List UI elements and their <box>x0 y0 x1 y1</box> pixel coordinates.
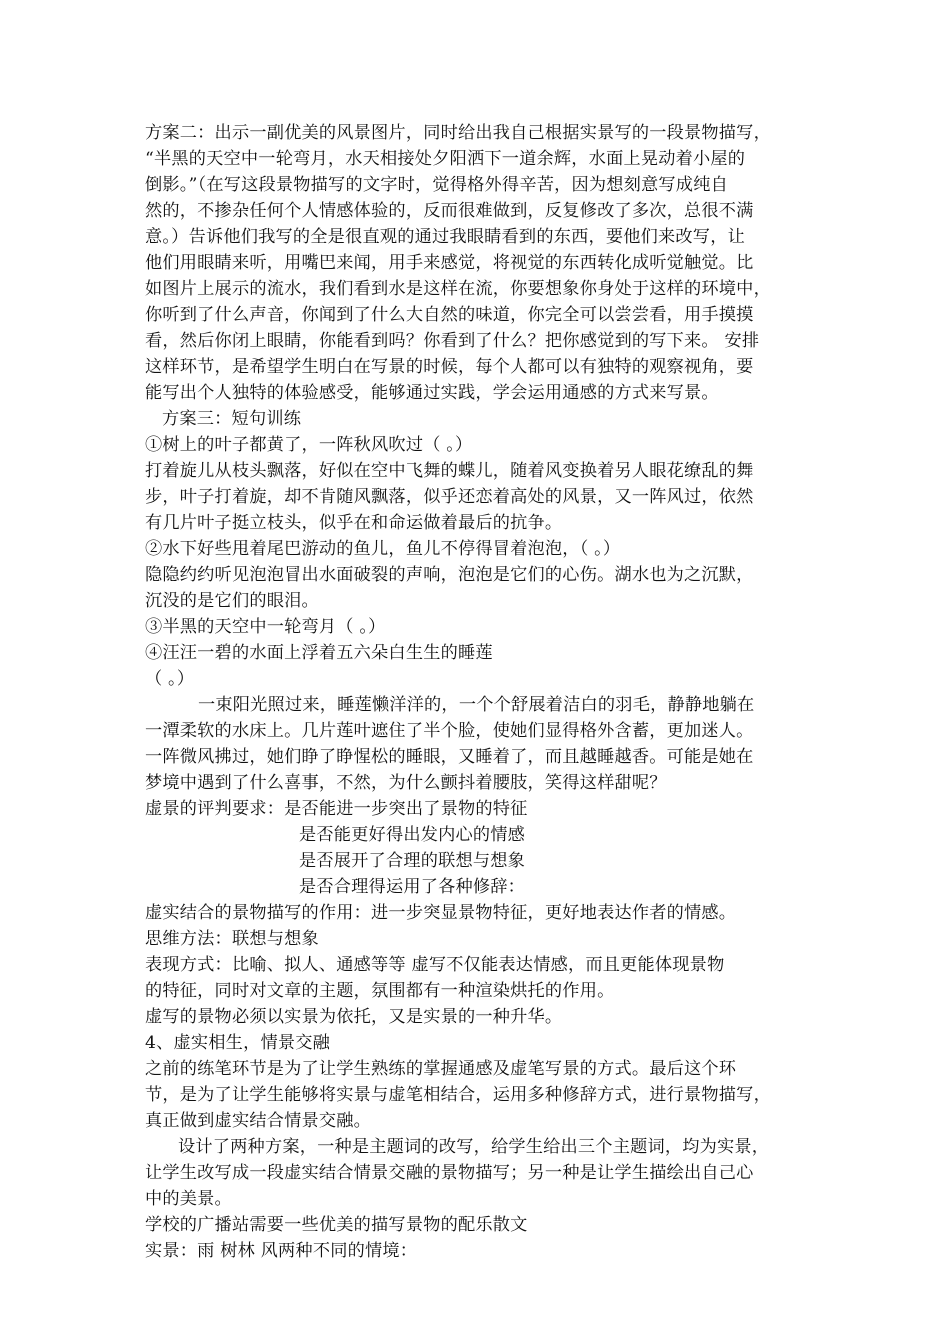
text-line: 真正做到虚实结合情景交融。 <box>145 1111 372 1131</box>
text-line: 步，叶子打着旋，却不肯随风飘落，似乎还恋着高处的风景，又一阵风过，依然 <box>145 487 754 507</box>
text-line: 一潭柔软的水床上。几片莲叶遮住了半个脸，使她们显得格外含蓄，更加迷人。 <box>145 721 754 741</box>
text-line: 表现方式：比喻、拟人、通感等等 虚写不仅能表达情感，而且更能体现景物 <box>145 955 725 975</box>
text-line: 梦境中遇到了什么喜事，不然，为什么颤抖着腰肢，笑得这样甜呢？ <box>145 773 667 793</box>
text-line: 之前的练笔环节是为了让学生熟练的掌握通感及虚笔写景的方式。最后这个环 <box>145 1059 737 1079</box>
text-line: 学校的广播站需要一些优美的描写景物的配乐散文 <box>145 1215 528 1235</box>
criteria-item: 是否展开了合理的联想与想象 <box>299 851 526 871</box>
text-line: 有几片叶子挺立枝头，似乎在和命运做着最后的抗争。 <box>145 513 563 533</box>
text-line: 虚写的景物必须以实景为依托，又是实景的一种升华。 <box>145 1007 563 1027</box>
criteria-item: 是否能更好得出发内心的情感 <box>299 825 526 845</box>
section-heading: 4、虚实相生，情景交融 <box>145 1033 331 1053</box>
text-line: 虚实结合的景物描写的作用：进一步突显景物特征，更好地表达作者的情感。 <box>145 903 737 923</box>
text-line: 中的美景。 <box>145 1189 232 1209</box>
text-line: 能写出个人独特的体验感受，能够通过实践，学会运用通感的方式来写景。 <box>145 383 719 403</box>
blank-line: （ 。） <box>145 669 195 689</box>
text-line: 隐隐约约听见泡泡冒出水面破裂的声响，泡泡是它们的心伤。湖水也为之沉默， <box>145 565 754 585</box>
text-line: 让学生改写成一段虚实结合情景交融的景物描写；另一种是让学生描绘出自己心 <box>145 1163 754 1183</box>
text-line: 然的，不掺杂任何个人情感体验的，反而很难做到，反复修改了多次，总很不满 <box>145 201 754 221</box>
criteria-item: 是否合理得运用了各种修辞： <box>299 877 526 897</box>
text-line: 一束阳光照过来，睡莲懒洋洋的，一个个舒展着洁白的羽毛，静静地躺在 <box>198 695 755 715</box>
text-line: 他们用眼睛来听，用嘴巴来闻，用手来感觉，将视觉的东西转化成听觉触觉。比 <box>145 253 754 273</box>
text-line: “半黑的天空中一轮弯月，水天相接处夕阳洒下一道余辉，水面上晃动着小屋的 <box>145 149 746 169</box>
text-line: 设计了两种方案，一种是主题词的改写，给学生给出三个主题词，均为实景， <box>178 1137 770 1157</box>
text-line: 一阵微风拂过，她们睁了睁惺松的睡眼，又睡着了，而且越睡越香。可能是她在 <box>145 747 754 767</box>
text-line: 的特征，同时对文章的主题，氛围都有一种渲染烘托的作用。 <box>145 981 615 1001</box>
text-line: 倒影。”（在写这段景物描写的文字时，觉得格外得辛苦，因为想刻意写成纯自 <box>145 175 728 195</box>
exercise-item: ②水下好些甩着尾巴游动的鱼儿，鱼儿不停得冒着泡泡，（ 。） <box>145 539 621 559</box>
text-line: 如图片上展示的流水，我们看到水是这样在流，你要想象你身处于这样的环境中， <box>145 279 771 299</box>
exercise-item: ①树上的叶子都黄了，一阵秋风吹过（ 。） <box>145 435 473 455</box>
text-line: 思维方法：联想与想象 <box>145 929 319 949</box>
text-line: 沉没的是它们的眼泪。 <box>145 591 319 611</box>
exercise-item: ④汪汪一碧的水面上浮着五六朵白生生的睡莲 <box>145 643 493 663</box>
text-line: 意。）告诉他们我写的全是很直观的通过我眼睛看到的东西，要他们来改写，让 <box>145 227 745 247</box>
text-line: 方案二：出示一副优美的风景图片，同时给出我自己根据实景写的一段景物描写， <box>145 123 771 143</box>
text-line: 看，然后你闭上眼睛，你能看到吗？你看到了什么？把你感觉到的写下来。 安排 <box>145 331 760 351</box>
text-line: 打着旋儿从枝头飘落，好似在空中飞舞的蝶儿，随着风变换着另人眼花缭乱的舞 <box>145 461 754 481</box>
text-line: 节，是为了让学生能够将实景与虚笔相结合，运用多种修辞方式，进行景物描写， <box>145 1085 771 1105</box>
text-line: 这样环节，是希望学生明白在写景的时候，每个人都可以有独特的观察视角，要 <box>145 357 754 377</box>
criteria-heading: 虚景的评判要求：是否能进一步突出了景物的特征 <box>145 799 528 819</box>
exercise-item: ③半黑的天空中一轮弯月（ 。） <box>145 617 386 637</box>
text-line: 实景：雨 树林 风两种不同的情境： <box>145 1241 418 1261</box>
section-heading: 方案三：短句训练 <box>162 409 302 429</box>
text-line: 你听到了什么声音，你闻到了什么大自然的味道，你完全可以尝尝看，用手摸摸 <box>145 305 754 325</box>
